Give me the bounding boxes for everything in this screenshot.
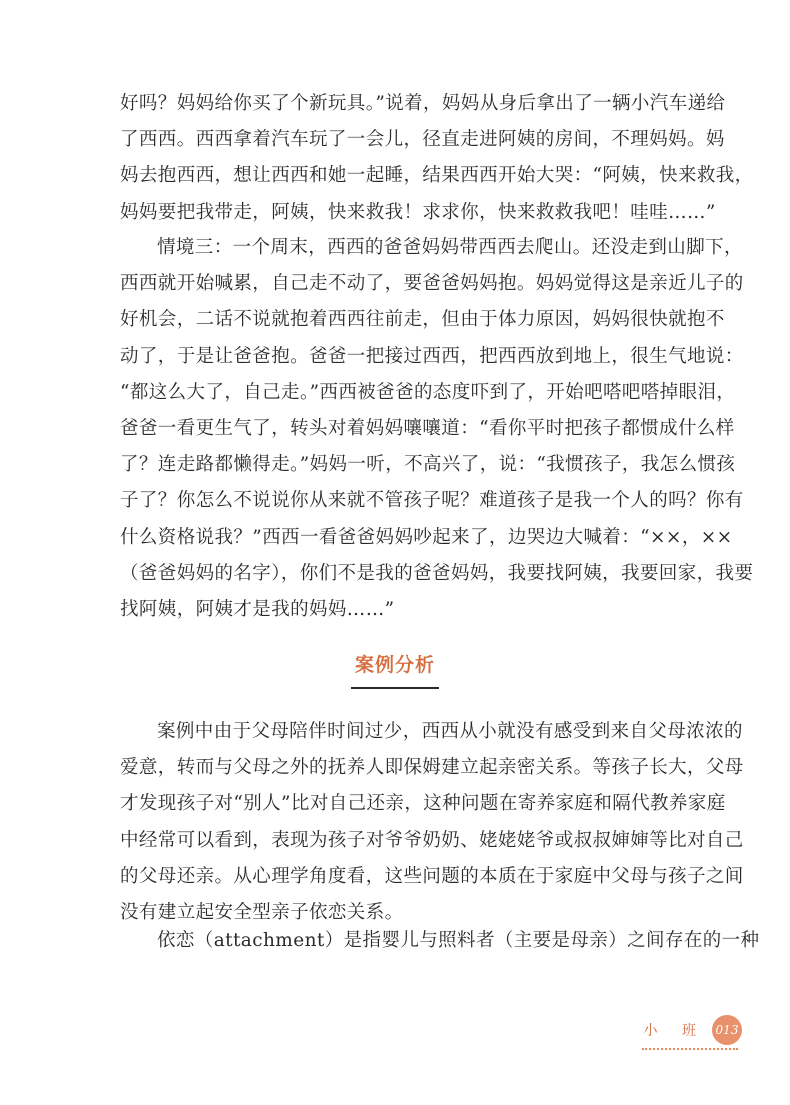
text-line: 的父母还亲。从心理学角度看，这些问题的本质在于家庭中父母与孩子之间 xyxy=(120,865,744,887)
text-line-first xyxy=(120,714,743,750)
story-paragraph-2 xyxy=(120,230,754,628)
page-footer xyxy=(644,1015,742,1045)
text-line: 动了，于是让爸爸抱。爸爸一把接过西西，把西西放到地上，很生气地说： xyxy=(120,345,744,367)
text-line: 爱意，转而与父母之外的抚养人即保姆建立起亲密关系。等孩子长大，父母 xyxy=(120,757,744,779)
text-line: 西西就开始喊累，自己走不动了，要爸爸妈妈抱。妈妈觉得这是亲近儿子的 xyxy=(120,273,744,295)
text-line: 好机会，二话不说就抱着西西往前走，但由于体力原因，妈妈很快就抱不 xyxy=(120,309,725,331)
text-line: 案例中由于父母陪伴时间过少，西西从小就没有感受到来自父母浓浓的 xyxy=(157,721,743,742)
analysis-paragraph-2 xyxy=(120,923,760,959)
section-heading xyxy=(0,650,790,689)
text-line-first xyxy=(120,230,743,266)
text-line: 依恋（attachment）是指婴儿与照料者（主要是母亲）之间存在的一种 xyxy=(157,930,760,951)
text-line: 了？连走路都懒得走。”妈妈一听，不高兴了，说：“我惯孩子，我怎么惯孩 xyxy=(120,454,736,476)
text-line: “都这么大了，自己走。”西西被爸爸的态度吓到了，开始吧嗒吧嗒掉眼泪， xyxy=(120,381,736,403)
text-line: 子了？你怎么不说说你从来就不管孩子呢？难道孩子是我一个人的吗？你有 xyxy=(120,490,744,512)
running-head: 小 班 xyxy=(643,1023,706,1039)
text-line: 情境三：一个周末，西西的爸爸妈妈带西西去爬山。还没走到山脚下， xyxy=(157,237,743,258)
text-line-first xyxy=(120,923,760,959)
text-line: 妈去抱西西，想让西西和她一起睡，结果西西开始大哭：“阿姨，快来救我， xyxy=(120,165,754,187)
text-line: 什么资格说我？”西西一看爸爸妈妈吵起来了，边哭边大喊着：“××，×× xyxy=(120,526,733,548)
footer-dotted-rule xyxy=(642,1048,738,1050)
text-line: 爸爸一看更生气了，转头对着妈妈嚷嚷道：“看你平时把孩子都惯成什么样 xyxy=(120,418,735,440)
text-line: 找阿姨，阿姨才是我的妈妈……” xyxy=(120,599,395,621)
text-line: 才发现孩子对“别人”比对自己还亲，这种问题在寄养家庭和隔代教养家庭 xyxy=(120,793,726,815)
text-line: （爸爸妈妈的名字），你们不是我的爸爸妈妈，我要找阿姨，我要回家，我要 xyxy=(120,562,754,584)
page-number-badge: 013 xyxy=(712,1015,742,1045)
text-line: 好吗？妈妈给你买了个新玩具。”说着，妈妈从身后拿出了一辆小汽车递给 xyxy=(120,93,726,114)
text-line: 妈妈要把我带走，阿姨，快来救我！求求你，快来救救我吧！哇哇……” xyxy=(120,201,716,223)
text-line: 没有建立起安全型亲子依恋关系。 xyxy=(120,902,404,924)
section-title: 案例分析 xyxy=(351,650,439,689)
analysis-paragraph-1 xyxy=(120,714,744,931)
text-line: 中经常可以看到，表现为孩子对爷爷奶奶、姥姥姥爷或叔叔婶婶等比对自己 xyxy=(120,829,744,851)
text-line: 了西西。西西拿着汽车玩了一会儿，径直走进阿姨的房间，不理妈妈。妈 xyxy=(120,129,725,151)
story-paragraph-1 xyxy=(120,86,754,231)
